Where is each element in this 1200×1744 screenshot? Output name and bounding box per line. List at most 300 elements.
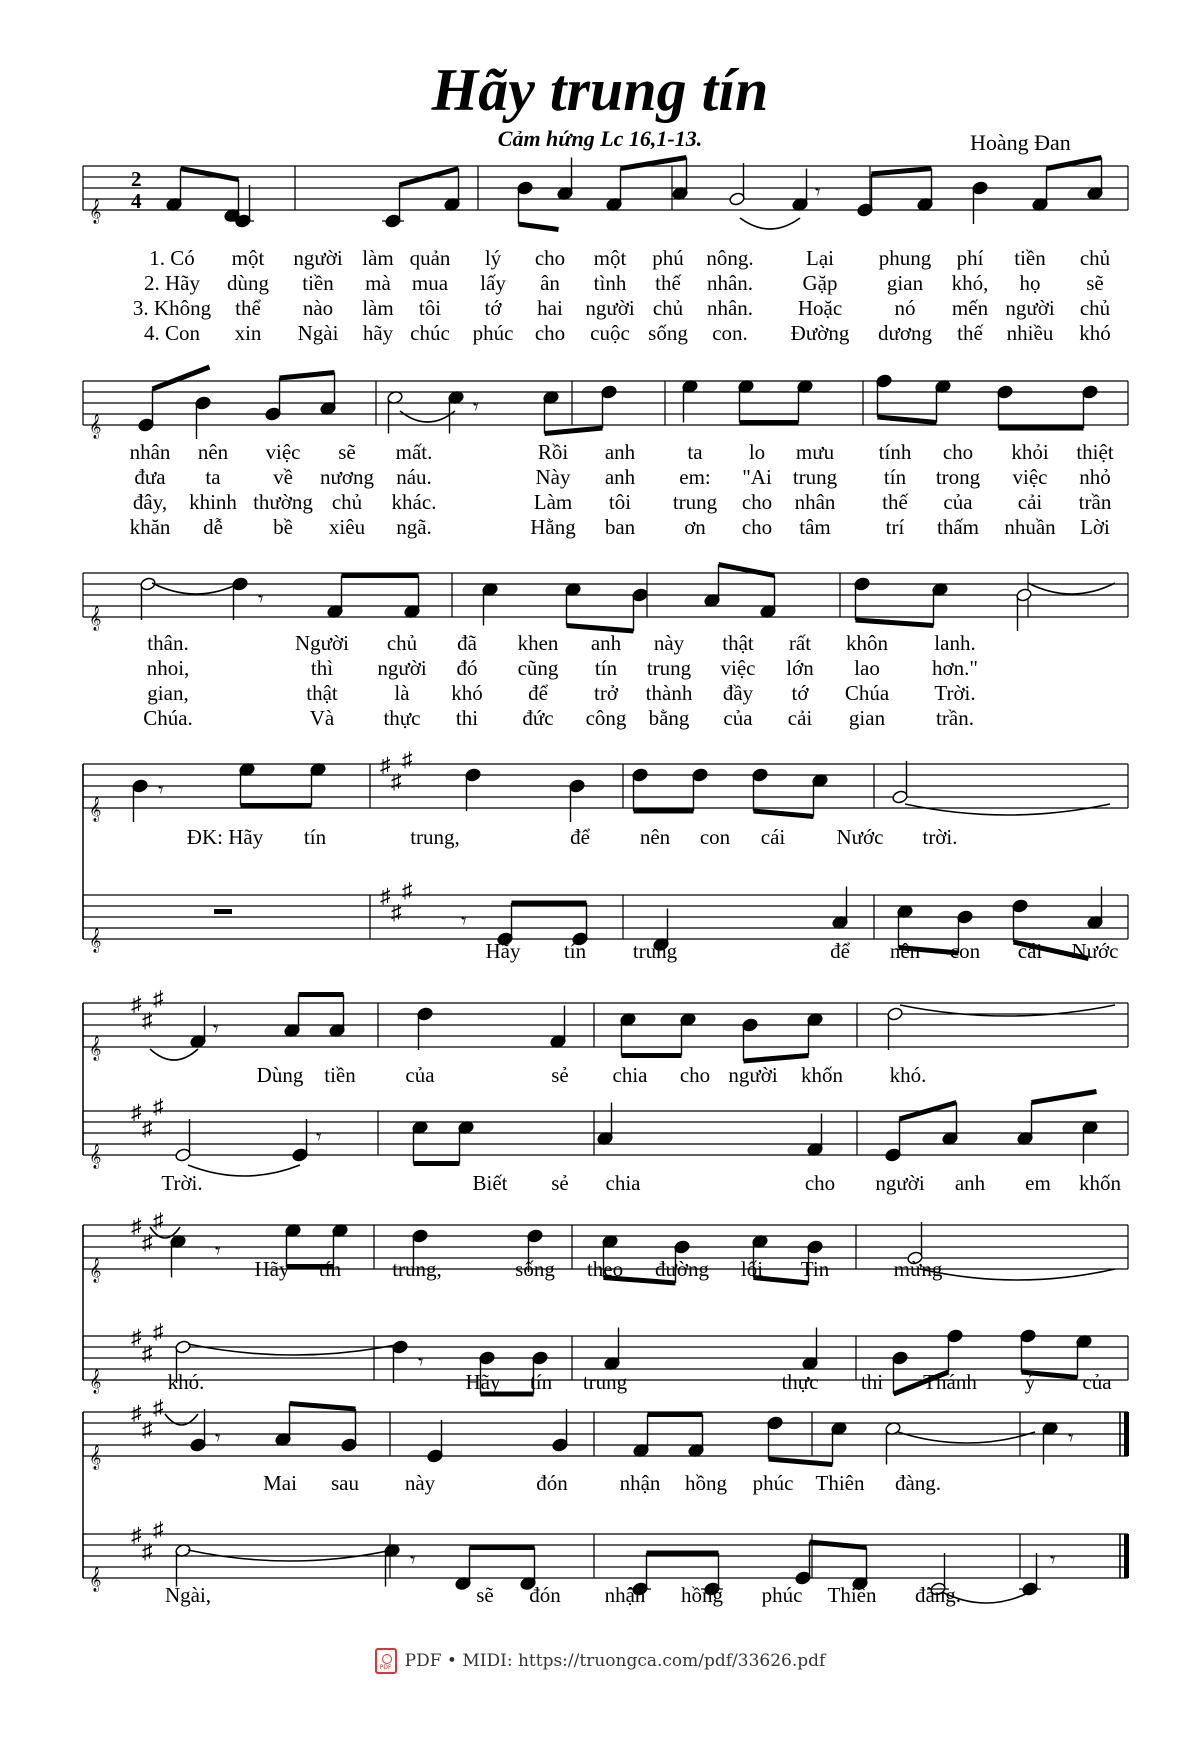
lyric-word: trung, [392,1257,442,1281]
lyric-word: nhiều [1006,321,1054,345]
lyric-word: anh [954,1171,986,1195]
lyric-word: tiền [1014,246,1046,270]
lyric-word: đây, [132,490,168,514]
lyric-word: con. [712,321,748,345]
lyric-word: tâm [799,515,831,539]
lyric-word: nhận [604,1583,646,1607]
sharp-icon: ♯ [142,1230,153,1255]
lyric-word: việc [265,440,301,464]
lyric-word: chúc [410,321,450,345]
lyric-word: khốn [1079,1171,1121,1195]
lyric-word: ơn [684,515,706,539]
lyric-word: sẽ [338,440,356,464]
lyric-word: anh [604,465,636,489]
lyric-word: dùng [227,271,269,295]
treble-clef-icon: 𝄞 [89,1445,102,1469]
rest-icon: 𝄾 [410,1548,416,1572]
sharp-icon: ♯ [153,1094,164,1119]
final-barline-thick [1124,1412,1129,1456]
treble-clef-icon: 𝄞 [89,1369,102,1393]
lyric-word: Người [295,631,349,655]
lyric-word: sẻ [551,1171,569,1195]
song-subtitle: Cảm hứng Lc 16,1-13. [497,126,703,151]
lyric-word: công [585,706,627,730]
lyric-word: sống [648,321,688,345]
lyric-word: xin [234,321,262,345]
sharp-icon: ♯ [142,1341,153,1366]
lyric-word: phúc [761,1583,803,1607]
lyric-word: khác. [391,490,437,514]
time-signature: 2 [131,167,142,191]
lyric-word: hồng [681,1583,723,1607]
lyric-word: Nước [836,825,884,849]
sharp-icon: ♯ [131,1523,142,1547]
lyric-word: thế [882,490,908,514]
lyric-word: Hãy [465,1370,501,1394]
lyric-word: đưa [134,465,166,489]
lyric-word: tôi [418,296,442,320]
lyric-word: Thánh [923,1370,977,1394]
lyric-word: chia [612,1063,648,1087]
beam [280,373,335,379]
lyric-word: đường [655,1257,709,1281]
lyric-word: khó. [167,1370,205,1394]
beam [545,428,603,434]
lyric-word: là [394,681,410,705]
lyric-word: nào [302,296,334,320]
lyric-word: Gặp [802,271,838,295]
tie [740,218,800,229]
lyric-word: để [528,681,548,705]
lyric-word: chủ [386,631,418,655]
lyric-word: mà [365,271,391,295]
footer-link[interactable]: PDF • MIDI: https://truongca.com/pdf/33626.pdf [404,1651,826,1671]
lyric-word: đón [529,1583,561,1607]
lyric-word: trung [646,656,692,680]
sharp-icon: ♯ [131,1325,142,1349]
lyric-word: Đường [790,321,850,345]
lyric-word: nhân. [706,296,754,320]
lyric-word: chia [605,1171,641,1195]
lyric-word: thế [655,271,681,295]
lyric-word: phúc [752,1471,794,1495]
lyric-word: người [585,296,635,320]
lyric-word: Mai [263,1471,297,1495]
lyric-word: đón [536,1471,568,1495]
lyric-word: đàng. [894,1471,942,1495]
lyric-word: cái [1017,939,1043,963]
treble-clef-icon: 𝄞 [89,606,102,630]
lyric-word: trung, [410,825,460,849]
lyric-word: người [377,656,427,680]
lyric-word: tín [303,825,327,849]
treble-clef-icon: 𝄞 [89,928,102,952]
lyric-word: tiền [302,271,334,295]
lyric-word: nhuần [1004,515,1056,539]
lyric-word: nông. [706,246,754,270]
lyric-word: thấm [937,515,979,539]
lyric-word: một [593,246,627,270]
lyric-word: lanh. [934,631,976,655]
lyric-word: tính [878,440,912,464]
lyric-word: trí [885,515,905,539]
lyric-word: Biết [472,1171,508,1195]
beam [1047,158,1102,169]
lyric-word: anh [590,631,622,655]
lyric-word: gian [886,271,924,295]
lyric-word: để [830,939,850,963]
lyric-word: thi [860,1370,884,1394]
lyric-word: thân. [147,631,189,655]
lyric-word: cho [942,440,974,464]
rest-icon: 𝄾 [258,587,264,611]
sharp-icon: ♯ [153,1517,164,1542]
lyric-word: mua [411,271,449,295]
sharp-icon: ♯ [131,1401,142,1425]
lyric-word: đức [522,706,554,730]
lyric-word: ta [205,465,221,489]
lyric-word: của [405,1063,435,1087]
lyric-word: nhân [129,440,171,464]
lyric-word: cải [787,706,813,730]
lyric-word: quản [409,246,451,270]
lyric-word: cho [679,1063,711,1087]
lyric-word: khinh [189,490,237,514]
treble-clef-icon: 𝄞 [89,199,102,223]
lyric-word: này [653,631,685,655]
lyric-word: sẽ [1086,271,1104,295]
lyric-word: làm [362,296,394,320]
lyric-word: đó [456,656,478,680]
treble-clef-icon: 𝄞 [89,1036,102,1060]
lyric-word: náu. [396,465,432,489]
lyric-word: trung [632,939,678,963]
lyric-word: trời. [922,825,958,849]
lyric-word: ĐK: Hãy [186,825,264,849]
lyric-word: của [723,706,753,730]
lyric-word: bằng [648,706,690,730]
lyric-word: tớ [791,681,809,705]
lyric-word: nhân [794,490,836,514]
lyric-word: khốn [801,1063,843,1087]
lyric-word: đàng. [914,1583,962,1607]
lyric-word: thực [781,1370,819,1394]
lyric-word: Làm [533,490,573,514]
tie [905,804,1110,815]
lyric-word: tín [883,465,907,489]
treble-clef-icon: 𝄞 [89,1567,102,1591]
lyric-word: phung [878,246,932,270]
lyric-word: thế [957,321,983,345]
lyric-word: thể [235,296,261,320]
lyric-word: mừng [893,1257,943,1281]
lyric-word: Tin [800,1257,830,1281]
lyric-word: khen [517,631,559,655]
sharp-icon: ♯ [380,753,391,777]
lyric-word: Hãy [254,1257,290,1281]
lyric-word: tín [563,939,587,963]
beam [754,811,814,817]
lyric-word: lớn [786,656,814,680]
sharp-icon: ♯ [402,747,413,772]
lyric-word: nhận [619,1471,661,1495]
lyric-word: lý [484,246,502,270]
lyric-word: em [1025,1171,1051,1195]
lyric-word: việc [720,656,756,680]
sharp-icon: ♯ [131,1214,142,1238]
lyric-word: cái [760,825,786,849]
lyric-word: ta [687,440,703,464]
sharp-icon: ♯ [131,1100,142,1124]
lyric-word: Rồi [537,440,569,464]
lyric-word: về [273,465,293,489]
beam [744,1056,809,1062]
lyric-word: Và [309,706,335,730]
treble-clef-icon: 𝄞 [89,797,102,821]
tie [188,1165,300,1176]
lyric-word: dễ [203,515,223,539]
lyric-word: một [231,246,265,270]
lyric-word: xiêu [328,515,366,539]
lyric-word: tình [593,271,627,295]
treble-clef-icon: 𝄞 [89,1144,102,1168]
tie [920,1269,1115,1280]
sharp-icon: ♯ [391,900,402,925]
lyric-word: người [1005,296,1055,320]
rest-icon: 𝄾 [1050,1548,1056,1572]
lyric-word: tín [594,656,618,680]
lyric-word: Trời. [161,1171,203,1195]
lyric-word: khó. [889,1063,927,1087]
treble-clef-icon: 𝄞 [89,414,102,438]
lyric-word: khó [451,681,483,705]
lyric-word: nó [894,296,916,320]
lyric-word: Hoặc [797,296,843,320]
lyric-word: tôi [608,490,632,514]
lyric-word: cho [804,1171,836,1195]
lyric-word: tín [529,1370,553,1394]
lyric-word: nên [889,939,921,963]
rest-icon: 𝄾 [213,1017,219,1041]
beam [719,565,775,576]
beam [290,1404,356,1410]
lyric-word: nhỏ [1079,465,1111,489]
lyric-word: thi [455,706,479,730]
rest-icon: 𝄾 [215,1426,221,1450]
lyric-word: thật [722,631,754,655]
tie [188,1344,400,1355]
tie [152,583,240,594]
lyric-word: thành [645,681,693,705]
rest-icon: 𝄾 [461,909,467,933]
lyric-word: nương [320,465,374,489]
lyric-word: Hằng [530,515,576,539]
time-signature: 4 [131,189,142,213]
lyric-word: cho [741,490,773,514]
lyric-word: Lại [806,246,834,270]
lyric-word: đã [457,631,477,655]
lyric-word: rất [788,631,812,655]
footer[interactable] [0,1648,1200,1674]
lyric-word: Ngài [297,321,339,345]
lyric-word: họ [1019,271,1041,295]
sharp-icon: ♯ [142,1539,153,1564]
sharp-icon: ♯ [142,1008,153,1033]
beam [153,367,210,389]
sharp-icon: ♯ [142,1116,153,1141]
rest-icon: 𝄾 [418,1350,424,1374]
lyric-word: tín [318,1257,342,1281]
tie [400,411,455,422]
lyric-word: nhoi, [146,656,190,680]
lyric-word: Này [535,465,571,489]
lyric-word: cuộc [590,321,630,345]
lyric-word: 3. Không [132,296,212,320]
lyric-word: ý [1024,1370,1036,1394]
lyric-word: khỏi [1011,440,1049,464]
lyric-word: nhân. [706,271,754,295]
lyric-word: nên [639,825,671,849]
lyric-word: hai [537,296,563,320]
lyric-word: sau [331,1471,359,1495]
sharp-icon: ♯ [153,1208,164,1233]
lyric-word: "Ai [742,465,772,489]
lyric-word: trung [792,465,838,489]
lyric-word: sẽ [476,1583,494,1607]
lyric-word: người [293,246,343,270]
lyric-word: Trời. [934,681,976,705]
sharp-icon: ♯ [153,986,164,1011]
lyric-word: phú [652,246,684,270]
lyric-word: Hãy [485,939,521,963]
beam [1032,1092,1097,1103]
lyric-word: khó, [951,271,989,295]
sharp-icon: ♯ [131,992,142,1016]
lyric-word: chủ [1079,246,1111,270]
rest-icon: 𝄾 [158,778,164,802]
lyric-word: Chúa. [143,706,193,730]
lyric-word: này [404,1471,436,1495]
lyric-word: trung [582,1370,628,1394]
rest-icon: 𝄾 [1068,1426,1074,1450]
sharp-icon: ♯ [391,769,402,794]
lyric-word: sẻ [551,1063,569,1087]
lyric-word: Chúa [844,681,890,705]
lyric-word: lo [748,440,766,464]
lyric-word: phúc [472,321,514,345]
lyric-word: Nước [1071,939,1119,963]
beam [519,224,559,230]
lyric-word: của [943,490,973,514]
lyric-word: ngã. [396,515,432,539]
lyric-word: Ngài, [164,1583,212,1607]
lyric-word: chủ [652,296,684,320]
lyric-word: Thiên [827,1583,877,1607]
lyric-word: khó [1079,321,1111,345]
lyric-word: tiền [324,1063,356,1087]
sharp-icon: ♯ [380,884,391,908]
sharp-icon: ♯ [153,1319,164,1344]
lyric-word: đầy [722,681,754,705]
sharp-icon: ♯ [402,878,413,903]
pdf-icon[interactable] [375,1648,397,1674]
lyric-word: nên [197,440,229,464]
lyric-word: gian, [147,681,189,705]
rest-icon: 𝄾 [473,395,479,419]
lyric-word: sống [515,1257,555,1281]
lyric-word: theo [586,1257,624,1281]
lyric-word: trần. [936,706,974,730]
lyric-word: lao [854,656,880,680]
lyric-word: thực [383,706,421,730]
lyric-word: chủ [331,490,363,514]
tie [1028,583,1115,594]
lyric-word: anh [604,440,636,464]
lyric-word: Dùng [256,1063,304,1087]
tie [150,1049,198,1060]
lyric-word: cải [1017,490,1043,514]
lyric-word: ban [604,515,636,539]
lyric-word: con [699,825,731,849]
beam [810,1542,867,1548]
lyric-word: Lời [1080,515,1110,539]
lyric-word: mưu [795,440,835,464]
lyric-word: gian [848,706,886,730]
lyric-word: trong [935,465,981,489]
lyric-word: Thiên [815,1471,865,1495]
beam [856,620,934,626]
lyric-word: trở [594,681,618,705]
lyric-word: thiệt [1076,440,1114,464]
lyric-word: cho [741,515,773,539]
lyric-word: làm [362,246,394,270]
lyric-word: mất. [395,440,433,464]
sharp-icon: ♯ [153,1395,164,1420]
lyric-word: người [875,1171,925,1195]
lyric-word: trung [672,490,718,514]
treble-clef-icon: 𝄞 [89,1258,102,1282]
lyric-word: khôn [846,631,888,655]
lyric-word: chủ [1079,296,1111,320]
lyric-word: dương [878,321,932,345]
lyric-word: của [1082,1370,1112,1394]
lyric-word: cũng [517,656,559,680]
lyric-word: để [570,825,590,849]
lyric-word: bề [273,515,293,539]
lyric-word: thường [253,490,313,514]
lyric-word: người [728,1063,778,1087]
beam [181,169,239,180]
beam [872,169,932,175]
lyric-word: mến [951,296,989,320]
lyric-word: thật [306,681,338,705]
final-barline-thick [1124,1534,1129,1578]
rest-icon: 𝄾 [316,1125,322,1149]
lyric-word: lấy [480,271,506,295]
lyric-word: hồng [685,1471,727,1495]
lyric-word: con [949,939,981,963]
lyric-word: phí [956,246,984,270]
lyric-word: ân [540,271,560,295]
lyric-word: hơn." [932,656,978,680]
beam [769,1459,833,1465]
beam [621,158,687,169]
lyric-word: tớ [484,296,502,320]
song-title: Hãy trung tín [431,57,769,123]
lyric-word: 4. Con [143,321,201,345]
lyric-word: cho [534,321,566,345]
lyric-word: 1. Có [149,246,195,270]
